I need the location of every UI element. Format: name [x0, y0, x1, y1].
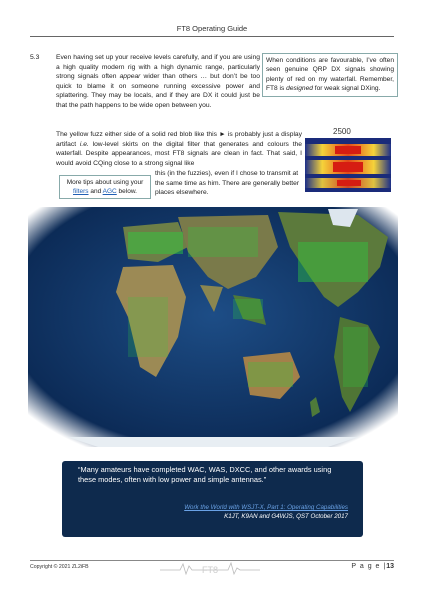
world-map-spots	[28, 207, 398, 447]
logo-text: FT8	[201, 565, 219, 575]
more-tips-text-a: More tips about using your	[66, 179, 144, 186]
para1-emphasis: appear	[119, 73, 141, 81]
paragraph-3: this (in the fuzzies), even if I chose to transmit at the same time as him. There are generally better places elsewhere.	[155, 170, 300, 197]
tip-text-b: for weak signal DXing.	[312, 85, 381, 93]
para2-text-b: low-level skirts on the digital filter that generates and colours the waterfall. Despite appearances, most FT8 signals are clean in fact. That said, I would avoid CQing close to a strong signal like	[56, 140, 302, 167]
tip-emphasis: designed	[286, 85, 313, 93]
conditions-tip-box	[262, 53, 398, 97]
copyright-text: Copyright © 2021 ZL2iFB	[30, 564, 89, 570]
ft8-logo-watermark	[160, 560, 260, 576]
para1-text-a: Even having set up your receive levels carefully, and if you are using a high quality modern rig with a high dynamic range, particularly strong signals often	[56, 54, 260, 81]
page-label: P a g e |	[351, 563, 387, 570]
header-divider	[30, 36, 394, 37]
quote-source-link[interactable]: Work the World with WSJT-X, Part 1: Operating Capabilities	[184, 504, 348, 511]
waterfall-frequency-label: 2500	[333, 127, 351, 136]
section-number: 5.3	[30, 54, 40, 61]
page-number	[351, 563, 394, 570]
more-tips-and: and	[88, 188, 103, 196]
more-tips-box	[59, 175, 151, 199]
more-tips-text-b: below.	[116, 188, 137, 196]
para1-text-b: wider than others … but don’t be too quick to blame it on someone running excessive power and splattering. They may be locals, and if they are DX it could just be that the path happens to be wide open between you.	[56, 73, 260, 109]
agc-link[interactable]: AGC	[102, 188, 117, 196]
filters-link[interactable]: filters	[73, 188, 89, 196]
page-header-title: FT8 Operating Guide	[176, 24, 248, 33]
quote-authors: K1JT, K9AN and G4WJS, QST October 2017	[224, 513, 348, 520]
quote-text: “Many amateurs have completed WAC, WAS, DXCC, and other awards using these modes, often with low power and simple antennas.”	[78, 465, 332, 484]
para2-text-a: The yellow fuzz either side of a solid red blob like this ► is probably just a display artifact	[56, 131, 302, 148]
tip-text-a: When conditions are favourable, I’ve often seen genuine QRP DX signals showing plenty of red on my waterfall. Remember, FT8 is	[266, 57, 394, 93]
waterfall-image	[305, 138, 391, 192]
page-number-value: 13	[386, 563, 394, 570]
paragraph-2	[56, 130, 302, 168]
quote-source	[78, 503, 348, 521]
paragraph-1	[56, 53, 260, 111]
para2-ie: i.e.	[79, 140, 89, 148]
